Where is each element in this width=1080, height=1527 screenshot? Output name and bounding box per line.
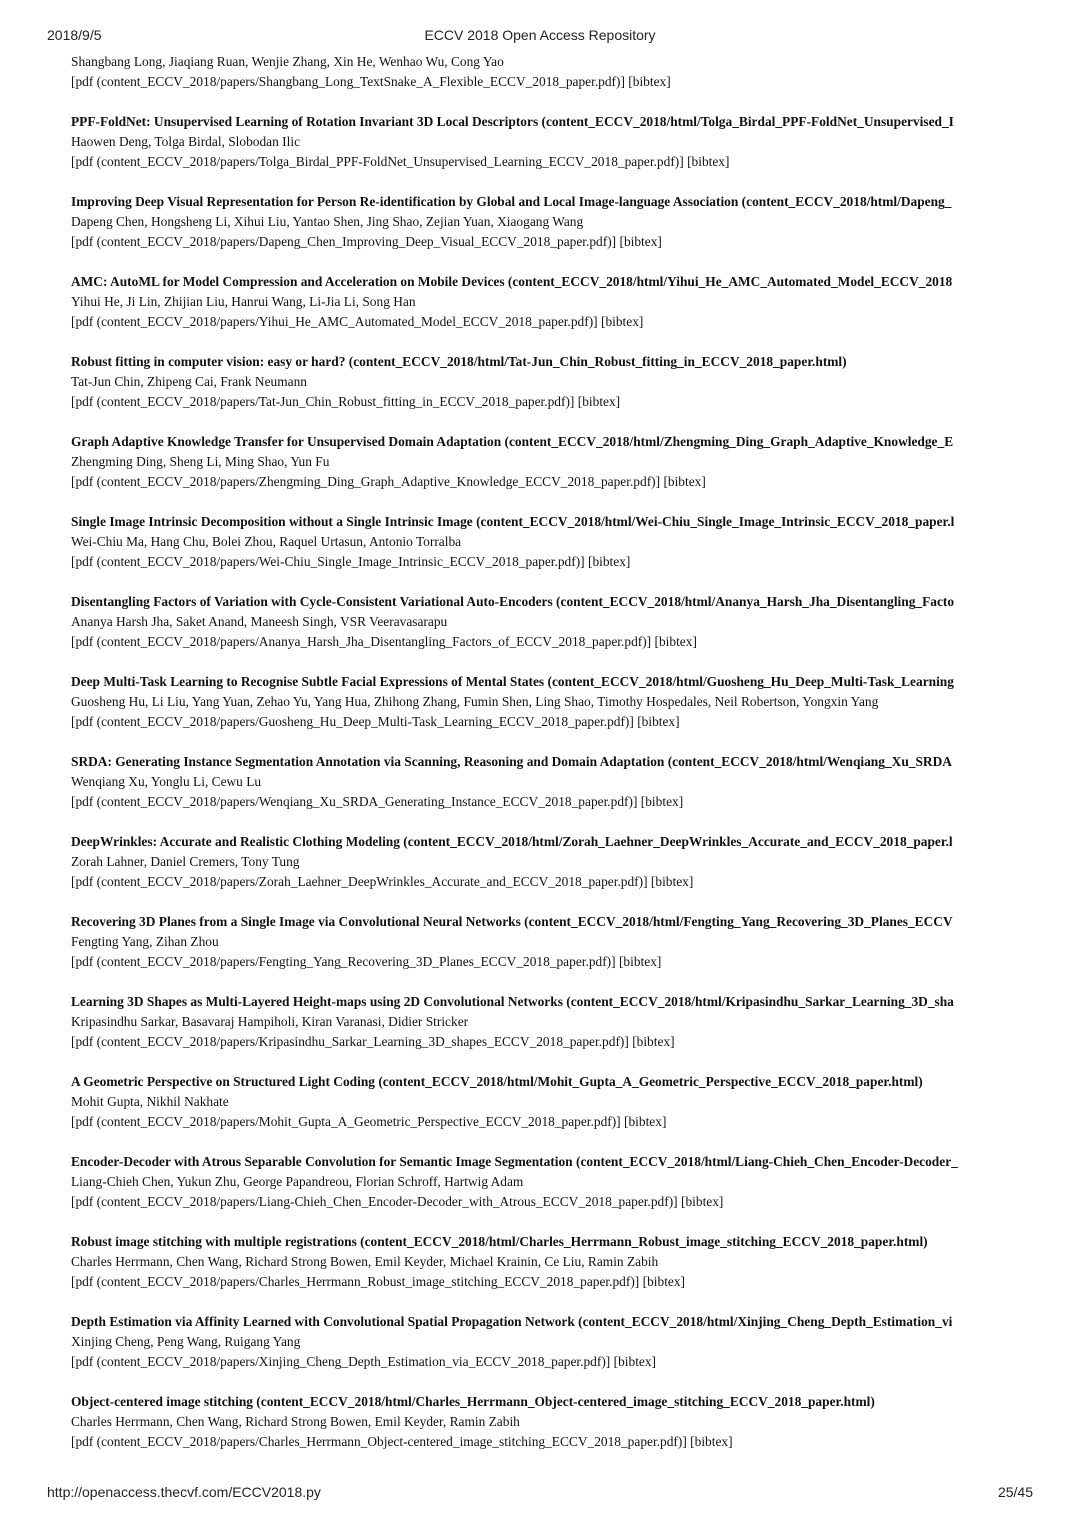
- paper-links: [71, 1032, 1032, 1052]
- bibtex-link[interactable]: [bibtex]: [687, 154, 730, 169]
- paper-entry: [71, 512, 1032, 572]
- paper-authors: Haowen Deng, Tolga Birdal, Slobodan Ilic: [71, 134, 301, 149]
- paper-title[interactable]: DeepWrinkles: Accurate and Realistic Clothing Modeling (content_ECCV_2018/html/Zorah_Laehner_DeepWrinkles_Accurate_and_ECCV_2018_paper.l: [71, 834, 953, 849]
- paper-title[interactable]: Improving Deep Visual Representation for Person Re-identification by Global and Local Image-language Association (content_ECCV_2018/html/Dapeng_: [71, 194, 952, 209]
- pdf-link[interactable]: [pdf (content_ECCV_2018/papers/Fengting_Yang_Recovering_3D_Planes_ECCV_2018_paper.pdf)]: [71, 954, 616, 969]
- pdf-link[interactable]: [pdf (content_ECCV_2018/papers/Charles_Herrmann_Object-centered_image_stitching_ECCV_2018_paper.pdf)]: [71, 1434, 687, 1449]
- bibtex-link[interactable]: [bibtex]: [642, 1274, 686, 1289]
- paper-links: [71, 552, 1032, 572]
- bibtex-link[interactable]: [bibtex]: [681, 1194, 724, 1209]
- bibtex-link[interactable]: [bibtex]: [600, 314, 644, 329]
- paper-entry: [71, 192, 1032, 252]
- paper-entry: [71, 432, 1032, 492]
- paper-title[interactable]: Recovering 3D Planes from a Single Image via Convolutional Neural Networks (content_ECCV_2018/html/Fengting_Yang_Recovering_3D_Planes_ECCV: [71, 914, 953, 929]
- paper-authors: Liang-Chieh Chen, Yukun Zhu, George Papandreou, Florian Schroff, Hartwig Adam: [71, 1174, 524, 1189]
- pdf-link[interactable]: [pdf (content_ECCV_2018/papers/Ananya_Harsh_Jha_Disentangling_Factors_of_ECCV_2018_paper.pdf)]: [71, 634, 652, 649]
- pdf-link[interactable]: [pdf (content_ECCV_2018/papers/Shangbang_Long_TextSnake_A_Flexible_ECCV_2018_paper.pdf)]: [71, 74, 625, 89]
- paper-authors: Guosheng Hu, Li Liu, Yang Yuan, Zehao Yu, Yang Hua, Zhihong Zhang, Fumin Shen, Ling Shao, Timothy Hospedales, Neil Robertson, Yongxin Yang: [71, 694, 879, 709]
- print-header: [0, 0, 1080, 50]
- page-number: 25/45: [997, 1484, 1033, 1500]
- paper-title[interactable]: Object-centered image stitching (content_ECCV_2018/html/Charles_Herrmann_Object-centered_image_stitching_ECCV_2018_paper.html): [71, 1394, 875, 1409]
- paper-entry: [71, 352, 1032, 412]
- paper-authors: Yihui He, Ji Lin, Zhijian Liu, Hanrui Wang, Li-Jia Li, Song Han: [71, 294, 416, 309]
- paper-entry: [71, 672, 1032, 732]
- pdf-link[interactable]: [pdf (content_ECCV_2018/papers/Kripasindhu_Sarkar_Learning_3D_shapes_ECCV_2018_paper.pdf)]: [71, 1034, 629, 1049]
- paper-entry: [71, 912, 1032, 972]
- paper-links: [71, 312, 1032, 332]
- paper-title[interactable]: Robust fitting in computer vision: easy or hard? (content_ECCV_2018/html/Tat-Jun_Chin_Robust_fitting_in_ECCV_2018_paper.html): [71, 354, 847, 369]
- paper-entry: [71, 272, 1032, 332]
- paper-title[interactable]: PPF-FoldNet: Unsupervised Learning of Rotation Invariant 3D Local Descriptors (content_ECCV_2018/html/Tolga_Birdal_PPF-FoldNet_Unsupervised_I: [71, 114, 954, 129]
- paper-title[interactable]: Graph Adaptive Knowledge Transfer for Unsupervised Domain Adaptation (content_ECCV_2018/html/Zhengming_Ding_Graph_Adaptive_Knowledge_E: [71, 434, 954, 449]
- paper-authors: Ananya Harsh Jha, Saket Anand, Maneesh Singh, VSR Veeravasarapu: [71, 614, 448, 629]
- bibtex-link[interactable]: [bibtex]: [587, 554, 631, 569]
- bibtex-link[interactable]: [bibtex]: [690, 1434, 733, 1449]
- pdf-link[interactable]: [pdf (content_ECCV_2018/papers/Xinjing_Cheng_Depth_Estimation_via_ECCV_2018_paper.pdf)]: [71, 1354, 611, 1369]
- print-footer: [0, 1484, 1080, 1514]
- paper-links: [71, 872, 1032, 892]
- paper-links: [71, 152, 1032, 172]
- paper-entry: [71, 832, 1032, 892]
- paper-links: [71, 1432, 1032, 1452]
- pdf-link[interactable]: [pdf (content_ECCV_2018/papers/Yihui_He_AMC_Automated_Model_ECCV_2018_paper.pdf)]: [71, 314, 598, 329]
- paper-links: [71, 232, 1032, 252]
- paper-title[interactable]: Single Image Intrinsic Decomposition without a Single Intrinsic Image (content_ECCV_2018/html/Wei-Chiu_Single_Image_Intrinsic_ECCV_2018_paper.l: [71, 514, 955, 529]
- paper-links: [71, 1352, 1032, 1372]
- paper-list: [71, 52, 1032, 1462]
- paper-entry: [71, 1072, 1032, 1132]
- paper-links: [71, 1192, 1032, 1212]
- paper-authors: Wenqiang Xu, Yonglu Li, Cewu Lu: [71, 774, 262, 789]
- paper-title[interactable]: AMC: AutoML for Model Compression and Acceleration on Mobile Devices (content_ECCV_2018/html/Yihui_He_AMC_Automated_Model_ECCV_2018: [71, 274, 953, 289]
- paper-authors: Charles Herrmann, Chen Wang, Richard Strong Bowen, Emil Keyder, Ramin Zabih: [71, 1414, 520, 1429]
- paper-entry: [71, 1152, 1032, 1212]
- paper-title[interactable]: Learning 3D Shapes as Multi-Layered Height-maps using 2D Convolutional Networks (content_ECCV_2018/html/Kripasindhu_Sarkar_Learning_3D_sha: [71, 994, 954, 1009]
- pdf-link[interactable]: [pdf (content_ECCV_2018/papers/Zorah_Laehner_DeepWrinkles_Accurate_and_ECCV_2018_paper.pdf)]: [71, 874, 648, 889]
- bibtex-link[interactable]: [bibtex]: [650, 874, 694, 889]
- paper-entry: [71, 52, 1032, 92]
- bibtex-link[interactable]: [bibtex]: [619, 234, 662, 249]
- paper-title[interactable]: Encoder-Decoder with Atrous Separable Convolution for Semantic Image Segmentation (content_ECCV_2018/html/Liang-Chieh_Chen_Encoder-Decoder_: [71, 1154, 958, 1169]
- paper-title[interactable]: Robust image stitching with multiple registrations (content_ECCV_2018/html/Charles_Herrmann_Robust_image_stitching_ECCV_2018_paper.html): [71, 1234, 928, 1249]
- paper-authors: Charles Herrmann, Chen Wang, Richard Strong Bowen, Emil Keyder, Michael Krainin, Ce Liu, Ramin Zabih: [71, 1254, 659, 1269]
- bibtex-link[interactable]: [bibtex]: [618, 954, 662, 969]
- page-url: http://openaccess.thecvf.com/ECCV2018.py: [47, 1484, 321, 1500]
- paper-links: [71, 472, 1032, 492]
- paper-links: [71, 1272, 1032, 1292]
- paper-title[interactable]: SRDA: Generating Instance Segmentation Annotation via Scanning, Reasoning and Domain Adaptation (content_ECCV_2018/html/Wenqiang_Xu_SRDA: [71, 754, 952, 769]
- bibtex-link[interactable]: [bibtex]: [624, 1114, 667, 1129]
- paper-authors: Dapeng Chen, Hongsheng Li, Xihui Liu, Yantao Shen, Jing Shao, Zejian Yuan, Xiaogang Wang: [71, 214, 584, 229]
- bibtex-link[interactable]: [bibtex]: [628, 74, 671, 89]
- paper-authors: Mohit Gupta, Nikhil Nakhate: [71, 1094, 229, 1109]
- pdf-link[interactable]: [pdf (content_ECCV_2018/papers/Mohit_Gupta_A_Geometric_Perspective_ECCV_2018_paper.pdf)]: [71, 1114, 621, 1129]
- bibtex-link[interactable]: [bibtex]: [632, 1034, 675, 1049]
- paper-authors: Zhengming Ding, Sheng Li, Ming Shao, Yun Fu: [71, 454, 330, 469]
- paper-title[interactable]: Depth Estimation via Affinity Learned with Convolutional Spatial Propagation Network (content_ECCV_2018/html/Xinjing_Cheng_Depth_Estimation_vi: [71, 1314, 953, 1329]
- paper-authors: Wei-Chiu Ma, Hang Chu, Bolei Zhou, Raquel Urtasun, Antonio Torralba: [71, 534, 462, 549]
- paper-title[interactable]: A Geometric Perspective on Structured Light Coding (content_ECCV_2018/html/Mohit_Gupta_A_Geometric_Perspective_ECCV_2018_paper.html): [71, 1074, 923, 1089]
- paper-links: [71, 392, 1032, 412]
- paper-links: [71, 632, 1032, 652]
- paper-links: [71, 792, 1032, 812]
- pdf-link[interactable]: [pdf (content_ECCV_2018/papers/Charles_Herrmann_Robust_image_stitching_ECCV_2018_paper.pdf)]: [71, 1274, 640, 1289]
- pdf-link[interactable]: [pdf (content_ECCV_2018/papers/Wei-Chiu_Single_Image_Intrinsic_ECCV_2018_paper.pdf)]: [71, 554, 585, 569]
- paper-authors: Kripasindhu Sarkar, Basavaraj Hampiholi, Kiran Varanasi, Didier Stricker: [71, 1014, 469, 1029]
- print-date: 2018/9/5: [47, 27, 102, 43]
- paper-entry: [71, 1232, 1032, 1292]
- paper-entry: [71, 1392, 1032, 1452]
- paper-authors: Zorah Lahner, Daniel Cremers, Tony Tung: [71, 854, 300, 869]
- bibtex-link[interactable]: [bibtex]: [663, 474, 706, 489]
- pdf-link[interactable]: [pdf (content_ECCV_2018/papers/Tat-Jun_Chin_Robust_fitting_in_ECCV_2018_paper.pdf)]: [71, 394, 575, 409]
- paper-title[interactable]: Deep Multi-Task Learning to Recognise Subtle Facial Expressions of Mental States (content_ECCV_2018/html/Guosheng_Hu_Deep_Multi-Task_Learning: [71, 674, 954, 689]
- bibtex-link[interactable]: [bibtex]: [577, 394, 621, 409]
- bibtex-link[interactable]: [bibtex]: [640, 794, 684, 809]
- paper-links: [71, 952, 1032, 972]
- pdf-link[interactable]: [pdf (content_ECCV_2018/papers/Zhengming_Ding_Graph_Adaptive_Knowledge_ECCV_2018_paper.pdf)]: [71, 474, 661, 489]
- paper-entry: [71, 1312, 1032, 1372]
- paper-authors: Fengting Yang, Zihan Zhou: [71, 934, 219, 949]
- bibtex-link[interactable]: [bibtex]: [613, 1354, 657, 1369]
- pdf-link[interactable]: [pdf (content_ECCV_2018/papers/Wenqiang_Xu_SRDA_Generating_Instance_ECCV_2018_paper.pdf)]: [71, 794, 638, 809]
- paper-authors: Tat-Jun Chin, Zhipeng Cai, Frank Neumann: [71, 374, 307, 389]
- paper-entry: [71, 992, 1032, 1052]
- paper-entry: [71, 112, 1032, 172]
- paper-links: [71, 712, 1032, 732]
- paper-title[interactable]: Disentangling Factors of Variation with Cycle-Consistent Variational Auto-Encoders (content_ECCV_2018/html/Ananya_Harsh_Jha_Disentangling_Facto: [71, 594, 955, 609]
- paper-authors: Xinjing Cheng, Peng Wang, Ruigang Yang: [71, 1334, 301, 1349]
- bibtex-link[interactable]: [bibtex]: [637, 714, 680, 729]
- paper-entry: [71, 752, 1032, 812]
- paper-authors: Shangbang Long, Jiaqiang Ruan, Wenjie Zhang, Xin He, Wenhao Wu, Cong Yao: [71, 54, 504, 69]
- paper-links: [71, 1112, 1032, 1132]
- paper-links: [71, 72, 1032, 92]
- page-title: ECCV 2018 Open Access Repository: [424, 27, 656, 43]
- pdf-link[interactable]: [pdf (content_ECCV_2018/papers/Tolga_Birdal_PPF-FoldNet_Unsupervised_Learning_ECCV_2018_paper.pdf)]: [71, 154, 684, 169]
- pdf-link[interactable]: [pdf (content_ECCV_2018/papers/Dapeng_Chen_Improving_Deep_Visual_ECCV_2018_paper.pdf)]: [71, 234, 617, 249]
- paper-entry: [71, 592, 1032, 652]
- pdf-link[interactable]: [pdf (content_ECCV_2018/papers/Liang-Chieh_Chen_Encoder-Decoder_with_Atrous_ECCV_2018_paper.pdf)]: [71, 1194, 678, 1209]
- pdf-link[interactable]: [pdf (content_ECCV_2018/papers/Guosheng_Hu_Deep_Multi-Task_Learning_ECCV_2018_paper.pdf)]: [71, 714, 634, 729]
- bibtex-link[interactable]: [bibtex]: [654, 634, 697, 649]
